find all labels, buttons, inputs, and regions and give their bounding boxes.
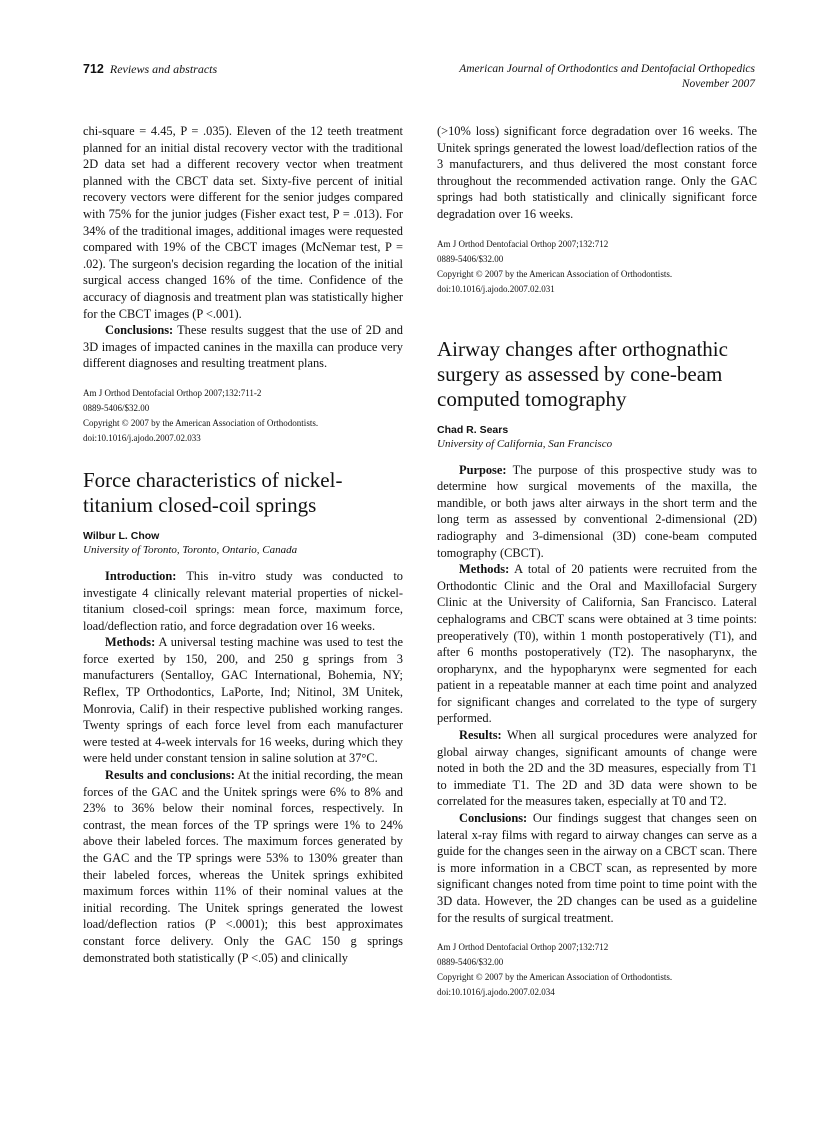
- citation-block: [437, 940, 757, 1000]
- section-name: Reviews and abstracts: [109, 62, 218, 76]
- citation-line: 0889-5406/$32.00: [437, 957, 504, 968]
- page-number: 712: [83, 62, 104, 76]
- paragraph-methods: Methods: A total of 20 patients were recruited from the Orthodontic Clinic and the Oral and Maxillofacial Surgery Clinic at the University of California, San Francisco. Lateral cephalograms and CBCT scans were obtained at 3 time points: preoperatively (T0), within 1 month postoperatively (T1), and after 6 months postoperatively (T2). The nasopharynx, the oropharynx, and the hypopharynx were segmented for each patient in a repeatable manner at each time point and analyzed for significant changes and correlated to the type of surgery performed.: [437, 562, 757, 726]
- journal-name: American Journal of Orthodontics and Dentofacial Orthopedics: [459, 63, 755, 75]
- citation-line: Copyright © 2007 by the American Association of Orthodontists.: [437, 268, 673, 279]
- citation-line: Am J Orthod Dentofacial Orthop 2007;132:711-2: [83, 387, 262, 398]
- running-header-left: [83, 62, 217, 77]
- citation-line: Copyright © 2007 by the American Association of Orthodontists.: [83, 417, 319, 428]
- citation-line: 0889-5406/$32.00: [83, 402, 150, 413]
- paragraph: (>10% loss) significant force degradation over 16 weeks. The Unitek springs generated the lowest load/deflection ratios of the 3 manufacturers, and thus delivered the most constant force throughout the recommended activation range. Only the GAC springs had both statistically and clinically significant force degradation over 16 weeks.: [437, 124, 757, 221]
- article-title: Force characteristics of nickel-titanium closed-coil springs: [83, 467, 343, 517]
- citation-line: Copyright © 2007 by the American Association of Orthodontists.: [437, 972, 673, 983]
- affiliation: University of Toronto, Toronto, Ontario, Canada: [83, 543, 298, 556]
- paragraph-results: Results: When all surgical procedures were analyzed for global airway changes, significant amounts of change were noted in both the 2D and the 3D measures, especially from T1 to immediate T1. The 2D and 3D data were shown to be correlated for the measures taken, especially at T0 and T2.: [437, 728, 757, 809]
- paragraph-purpose: Purpose: The purpose of this prospective study was to determine how surgical movements of the maxilla, the mandible, or both jaws alter airways in the short term and the long term as assessed by conventional 2-dimensional (2D) radiography and 3-dimensional (3D) cone-beam computed tomography (CBCT).: [437, 462, 757, 560]
- left-column: [83, 123, 403, 966]
- author: Wilbur L. Chow: [83, 529, 160, 542]
- paragraph: chi-square = 4.45, P = .035). Eleven of the 12 teeth treatment planned for an initial distal recovery vector with the traditional 2D data set had a different recovery vector when treatment planned with the CBCT data set. Sixty-five percent of initial recovery vectors were different for the senior judges compared with 75% for the junior judges (Fisher exact test, P = .013). For 34% of the traditional images, additional images were requested compared with 19% of the CBCT images (McNemar test, P = .02). The surgeon's decision regarding the location of the initial surgical access changed 16% of the time. Confidence of the accuracy of diagnosis and treatment plan was statistically higher for the CBCT images (P <.001).: [83, 124, 403, 321]
- doi: doi:10.1016/j.ajodo.2007.02.033: [83, 432, 201, 443]
- paragraph-introduction: Introduction: This in-vitro study was conducted to investigate 4 clinically relevant material properties of nickel-titanium closed-coil springs: mean force, maximum force, load/deflection ratio, and force degradation over 16 weeks.: [83, 568, 403, 633]
- right-column: [437, 123, 757, 1000]
- affiliation: University of California, San Francisco: [437, 437, 613, 450]
- citation-block: [437, 237, 757, 297]
- citation-block: [83, 386, 403, 446]
- author: Chad R. Sears: [437, 423, 509, 436]
- running-header-right: [459, 62, 755, 92]
- paragraph-results: Results and conclusions: At the initial recording, the mean forces of the GAC and the Unitek springs were 6% to 8% and 23% to 36% below their nominal forces, respectively. In contrast, the mean forces of the TP springs were 1% to 24% above their labeled forces. The maximum forces generated by the GAC and the TP springs were 53% to 130% greater than their labeled forces, whereas the Unitek springs exhibited maximum forces within 11% of their nominal values at the initial recording. The Unitek springs generated the lowest load/deflection ratios (P <.0001); this best approximates constant force delivery. Only the GAC 150 g springs demonstrated both statistically (P <.05) and clinically: [83, 768, 403, 965]
- citation-line: Am J Orthod Dentofacial Orthop 2007;132:712: [437, 238, 609, 249]
- article-title: Airway changes after orthognathic surgery as assessed by cone-beam computed tomography: [437, 336, 728, 411]
- citation-line: 0889-5406/$32.00: [437, 253, 504, 264]
- issue-date: November 2007: [681, 78, 755, 90]
- paragraph-conclusions: Conclusions: Our findings suggest that changes seen on lateral x-ray films with regard to airway changes can serve as a guide for the changes seen in the airway on a CBCT scan. There is more information in a CBCT scan, as represented by more significant changes noted from time point to time point with the 3D data. However, the 2D changes can be used as a guideline for the results of surgical treatment.: [437, 811, 757, 925]
- doi: doi:10.1016/j.ajodo.2007.02.031: [437, 283, 555, 294]
- doi: doi:10.1016/j.ajodo.2007.02.034: [437, 987, 555, 998]
- citation-line: Am J Orthod Dentofacial Orthop 2007;132:712: [437, 942, 609, 953]
- paragraph-conclusions: Conclusions: These results suggest that the use of 2D and 3D images of impacted canines in the maxilla can produce very different diagnoses and resulting treatment plans.: [83, 323, 403, 371]
- paragraph-methods: Methods: A universal testing machine was used to test the force exerted by 150, 200, and 250 g springs from 3 manufacturers (Sentalloy, GAC International, Bohemia, NY; Reflex, TP Orthodontics, LaPorte, Ind; Nitinol, 3M Unitek, Monrovia, Calif) in their respective published working ranges. Twenty springs of each force level from each manufacturer were tested at 4-week intervals for 16 weeks, during which they were held under constant tension in saline solution at 37°C.: [83, 635, 403, 766]
